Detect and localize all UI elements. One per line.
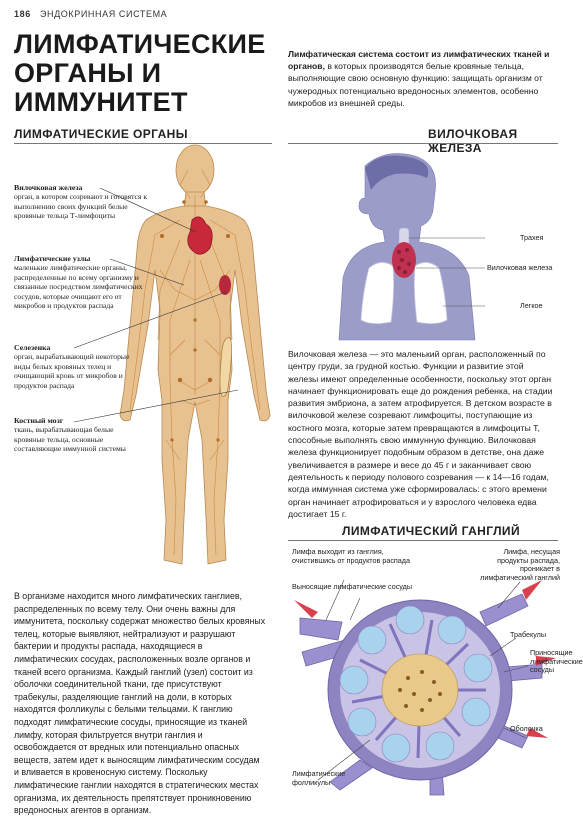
ganglion-section-title: ЛИМФАТИЧЕСКИЙ ГАНГЛИЙ <box>342 524 520 538</box>
title-line-2: ОРГАНЫ И ИММУНИТЕТ <box>14 58 188 117</box>
ganglion-medulla <box>382 654 458 726</box>
thymus-body-text: Вилочковая железа — это маленький орган, расположенный по центру груди, за грудной костью. Функции и развитие этой железы имеют определенные особенности, поскольку этот орган начинает функционировать еще до рождения ребенка, на стадии развития эмбриона, а затем атрофируется. В детском возрасте в вилочковой железе созревают лимфоциты, поступающие из костного мозга, которые затем превращаются в лимфоциты Т, способные выполнять свою иммунную функцию. Вилочковая железа функционирует подобным образом в детстве, она даже увеличивается в размере и весе до 45 г и заканчивает свою деятельность к периоду полового созревания — к 14—16 годам, когда иммунная система уже сформировалась: с этого времени орган начинает атрофироваться и у взрослого человека едва достигает 15 г. <box>288 349 553 519</box>
spleen <box>219 275 231 295</box>
intro-paragraph <box>288 48 558 109</box>
label-thymus-desc: орган, в котором созревают и готовятся к выполнению своих функций белые кровяные тельца Т-лимфоциты <box>14 192 148 221</box>
page-header <box>14 9 167 19</box>
intro-text: в которых производятся белые кровяные тельца, выполняющие свою основную функцию: защищать организм от чужеродных потенциально вредоносных элементов, особенно микробов из внешней среды. <box>288 61 543 108</box>
label-spleen-name: Селезенка <box>14 343 51 352</box>
title-line-1: ЛИМФАТИЧЕСКИЕ <box>14 29 266 59</box>
label-thymus-name: Вилочковая железа <box>14 183 83 192</box>
lymph-body-text: В организме находится много лимфатических ганглиев, распределенных по всему телу. Они очень важны для иммунитета, поскольку содержат множество белых кровяных телец, которые выявляют, нейтрализуют и разрушают бактерии и продукты распада, находящиеся в лимфатических сосудах, расположенных возле органов и тканей всего организма. Каждый ганглий (узел) состоит из оболочки соединительной ткани, где присутствуют трабекулы, разделяющие ганглий на доли, в которых находятся фолликулы с белыми тельцами. К ганглию подходят лимфатические сосуды, приносящие из тканей лимфу, которая фильтруется внутри ганглия и освобождается от вредных или потенциально опасных веществ, затем идет к выносящим лимфатическим сосудам и вливается в кровеносную систему. Поскольку лимфатические ганглии находятся в стратегических местах организма, их деятельность препятствует проникновению вредоносных агентов в организм. <box>14 591 266 816</box>
label-trabeculae: Трабекулы <box>510 630 547 639</box>
label-lymph-nodes <box>14 254 144 310</box>
label-lung: Легкое <box>520 301 543 310</box>
label-thymus <box>14 183 154 221</box>
label-nodes-desc: маленькие лимфатические органы, распределенные по всему организму и связанные посредством лимфатических сосудов, которые очищают его от микробов и продуктов распада <box>14 263 143 311</box>
label-follicles: Лимфатические фолликулы <box>292 769 346 787</box>
label-spleen-desc: орган, вырабатывающий некоторые виды белых кровяных телец и очищающий кровь от микробов и продуктов распада <box>14 352 130 390</box>
label-afferent-vessels: Приносящие лимфатические сосуды <box>530 648 583 675</box>
label-lymph-exit: Лимфа выходит из ганглия, очистившись от продуктов распада <box>292 547 410 565</box>
page-number: 186 <box>14 9 31 19</box>
label-capsule: Оболочка <box>510 724 543 733</box>
label-spleen <box>14 343 144 390</box>
label-marrow-desc: ткань, вырабатывающая белые кровяные тельца, основные составляющие иммунной системы <box>14 425 126 454</box>
label-bone-marrow <box>14 416 134 454</box>
label-nodes-name: Лимфатические узлы <box>14 254 91 263</box>
label-efferent-vessels: Выносящие лимфатические сосуды <box>292 582 413 591</box>
thymus-section-title: ВИЛОЧКОВАЯ ЖЕЛЕЗА <box>428 127 518 155</box>
thymus-figure <box>335 150 485 340</box>
label-lymph-enter: Лимфа, несущая продукты распада, проникает в лимфатический ганглий <box>480 547 560 582</box>
label-marrow-name: Костный мозг <box>14 416 64 425</box>
intro-bold: Лимфатическая система состоит из лимфатических тканей и органов, <box>288 49 550 72</box>
thymus-section-rule <box>288 143 558 144</box>
lymph-section-title: ЛИМФАТИЧЕСКИЕ ОРГАНЫ <box>14 127 188 141</box>
ganglion-section-rule <box>288 540 558 541</box>
label-trachea: Трахея <box>520 233 544 242</box>
label-thymus-gland: Вилочковая железа <box>487 263 553 272</box>
ganglion-figure <box>290 560 558 795</box>
page-title <box>14 30 284 117</box>
section-name: ЭНДОКРИННАЯ СИСТЕМА <box>39 9 168 19</box>
